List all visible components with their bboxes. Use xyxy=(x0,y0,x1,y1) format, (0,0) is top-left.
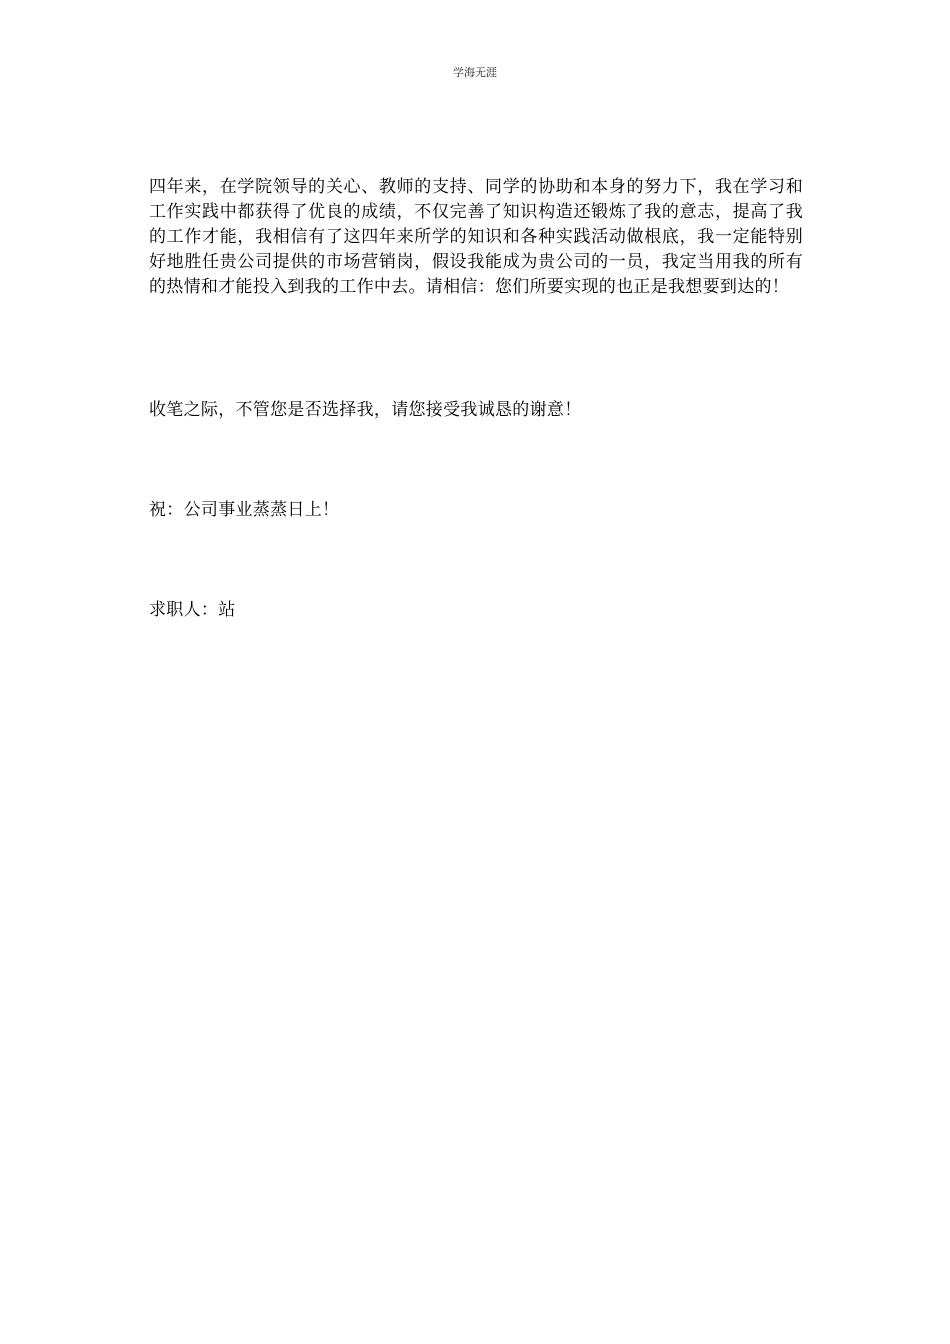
wish-line: 祝：公司事业蒸蒸日上！ xyxy=(149,500,340,520)
closing-paragraph: 收笔之际，不管您是否选择我，请您接受我诚恳的谢意！ xyxy=(149,400,582,420)
page-header: 学海无涯 xyxy=(453,66,497,79)
main-paragraph: 四年来，在学院领导的关心、教师的支持、同学的协助和本身的努力下，我在学习和工作实践中都获得了优良的成绩，不仅完善了知识构造还锻炼了我的意志，提高了我的工作才能，我相信有了这四年来所学的知识和各种实践活动做根底，我一定能特别好地胜任贵公司提供的市场营销岗，假设我能成为贵公司的一员，我定当用我的所有的热情和才能投入到我的工作中去。请相信：您们所要实现的也正是我想要到达的！ xyxy=(149,177,803,297)
signature-line: 求职人：站 xyxy=(149,600,236,620)
